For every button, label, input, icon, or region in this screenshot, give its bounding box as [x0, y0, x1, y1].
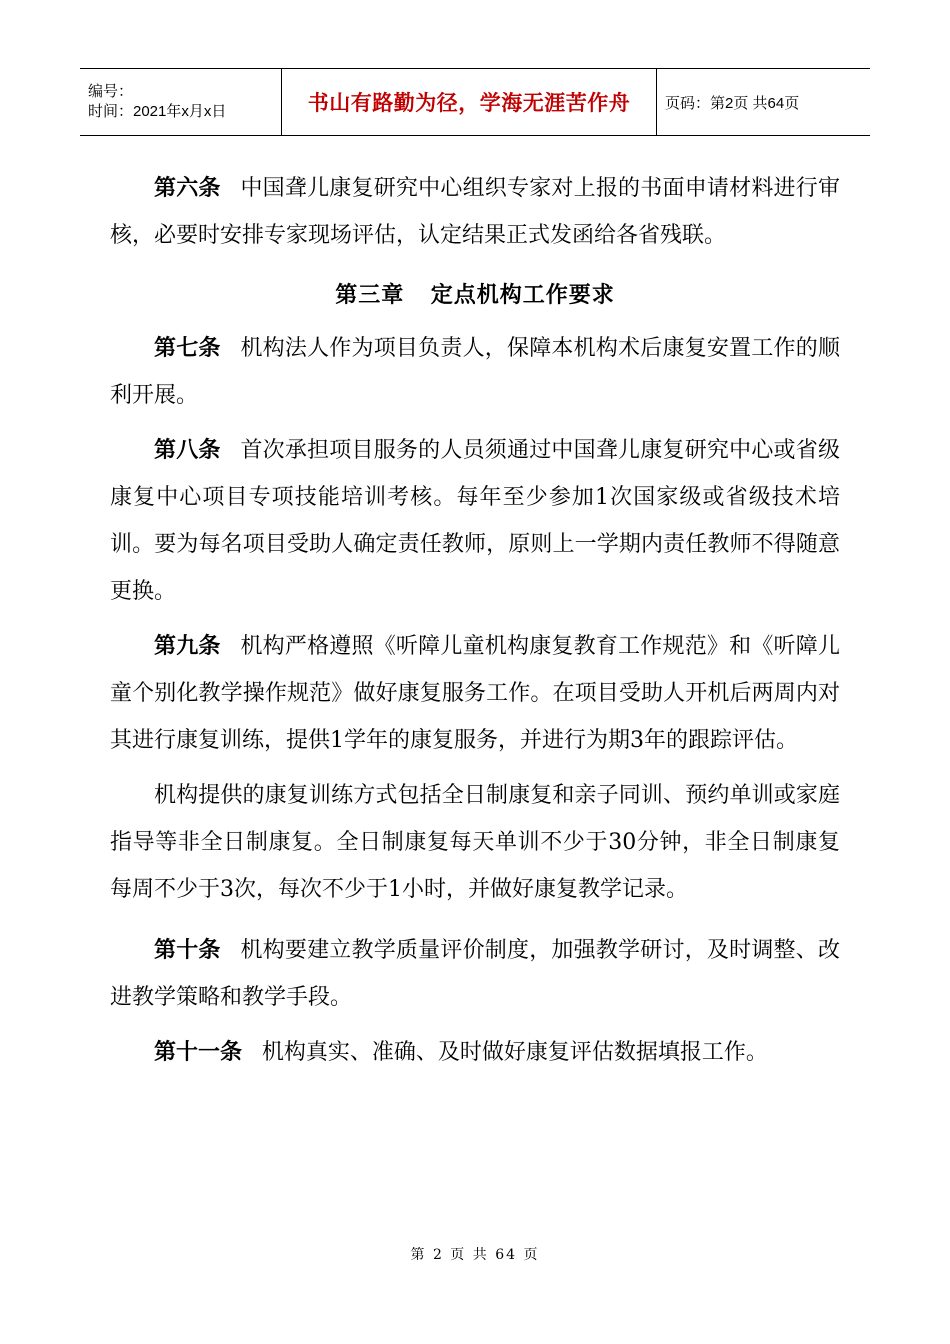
- page-footer: 第 2 页 共 64 页: [410, 1247, 540, 1263]
- article-7-title: 第七条: [154, 336, 221, 361]
- page-header: [80, 68, 870, 136]
- header-page-code: 页码：第2页 共64页: [665, 94, 800, 112]
- article-9-text: 机构严格遵照《听障儿童机构康复教育工作规范》和《听障儿童个别化教学操作规范》做好康复服务工作。在项目受助人开机后两周内对其进行康复训练，提供1学年的康复服务，并进行为期3年的跟踪评估。: [110, 634, 840, 753]
- header-meta: [80, 69, 282, 135]
- article-6: [110, 165, 840, 259]
- article-6-text: 中国聋儿康复研究中心组织专家对上报的书面申请材料进行审核，必要时安排专家现场评估，认定结果正式发函给各省残联。: [110, 176, 840, 248]
- document-body: [110, 165, 840, 1076]
- article-11-title: 第十一条: [154, 1040, 243, 1065]
- article-8-title: 第八条: [154, 438, 221, 463]
- article-9-title: 第九条: [154, 634, 221, 659]
- article-9: [110, 623, 840, 764]
- chapter-heading: [110, 267, 840, 325]
- chapter-number: 第三章: [335, 283, 405, 308]
- article-10-text: 机构要建立教学质量评价制度，加强教学研讨，及时调整、改进教学策略和教学手段。: [110, 938, 840, 1010]
- article-11: [110, 1029, 840, 1076]
- chapter-name: 定点机构工作要求: [430, 283, 615, 308]
- article-9-paragraph-2: 机构提供的康复训练方式包括全日制康复和亲子同训、预约单训或家庭指导等非全日制康复。全日制康复每天单训不少于30分钟，非全日制康复每周不少于3次，每次不少于1小时，并做好康复教学记录。: [110, 783, 840, 902]
- article-8: [110, 427, 840, 615]
- article-7: [110, 325, 840, 419]
- article-8-text: 首次承担项目服务的人员须通过中国聋儿康复研究中心或省级康复中心项目专项技能培训考核。每年至少参加1次国家级或省级技术培训。要为每名项目受助人确定责任教师，原则上一学期内责任教师不得随意更换。: [110, 438, 840, 604]
- article-11-text: 机构真实、准确、及时做好康复评估数据填报工作。: [261, 1040, 768, 1065]
- document-number-label: 编号：: [88, 83, 134, 100]
- article-7-text: 机构法人作为项目负责人，保障本机构术后康复安置工作的顺利开展。: [110, 336, 840, 408]
- article-10: [110, 927, 840, 1021]
- header-motto: 书山有路勤为径，学海无涯苦作舟: [282, 69, 657, 135]
- article-6-title: 第六条: [154, 176, 221, 201]
- document-date: 时间：2021年x月x日: [88, 103, 227, 120]
- article-10-title: 第十条: [154, 938, 221, 963]
